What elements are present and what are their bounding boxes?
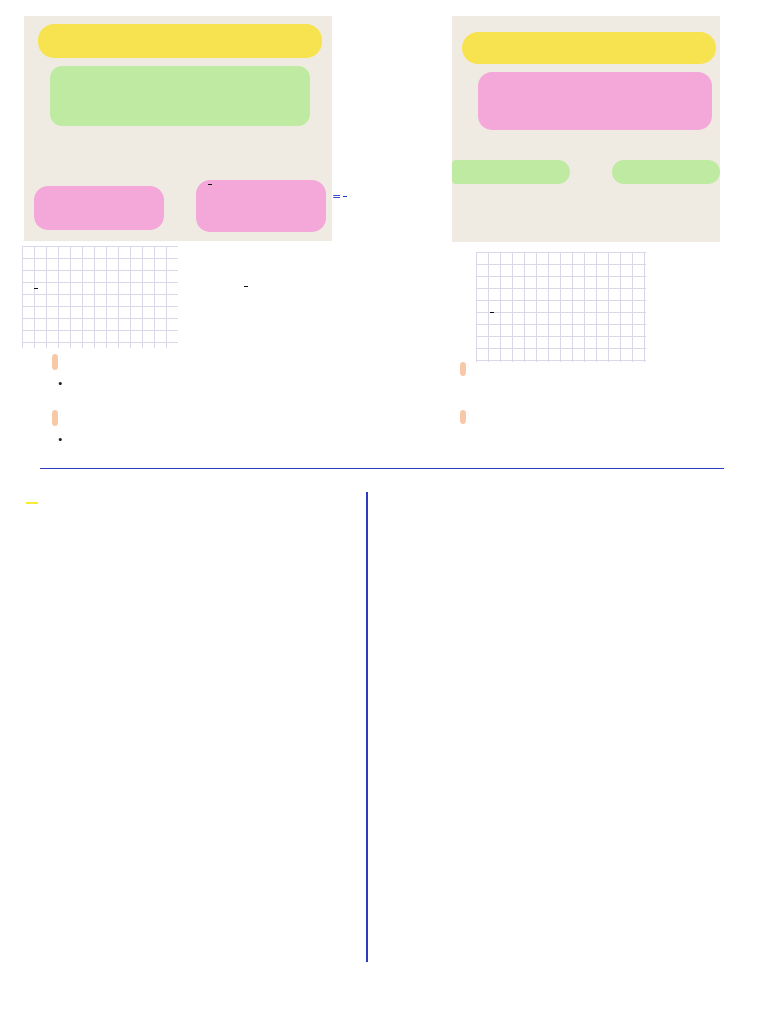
arithmetic-position-num [490,312,494,313]
arithmetic-serie-heading [460,410,466,425]
geometric-position-formula [30,288,42,289]
infinite-sum-formula [240,286,250,287]
arithmetic-position-formula [486,312,498,313]
geometric-sucesion-values: • [58,376,76,391]
arithmetic-title-highlight [462,32,716,64]
geometric-sum-fraction [208,184,212,185]
infinite-sum-num [244,286,248,287]
geometric-title-highlight [38,24,322,58]
geometric-sum-highlight [196,180,326,232]
geometric-sum-numerator [208,184,212,185]
geometric-serie-heading [52,410,58,427]
arithmetic-serie-word [460,410,466,424]
arithmetic-sucesion-heading [460,362,466,377]
geometric-serie-word [52,410,58,426]
geometric-serie-values: • [58,432,76,447]
arithmetic-sucesion-word [460,362,466,376]
geometric-position-num [34,288,38,289]
geometric-sum-note: = [332,190,349,203]
vertical-divider [366,492,368,962]
arithmetic-sum-highlight [612,160,720,184]
geometric-sucesion-word [52,354,58,370]
geometric-sucesion-heading [52,354,58,371]
geometric-term-highlight [34,186,164,230]
arithmetic-sum-formula [612,196,638,201]
geometric-definition-box [50,66,310,126]
geometric-position-card [22,246,178,348]
series-header [26,502,38,504]
geometric-sum-note-num [343,196,347,197]
geometric-sum-formula [204,184,214,185]
arithmetic-position-card [476,252,646,362]
arithmetic-definition-box [478,72,712,130]
arithmetic-term-highlight [452,160,570,184]
horizontal-divider [40,468,724,469]
